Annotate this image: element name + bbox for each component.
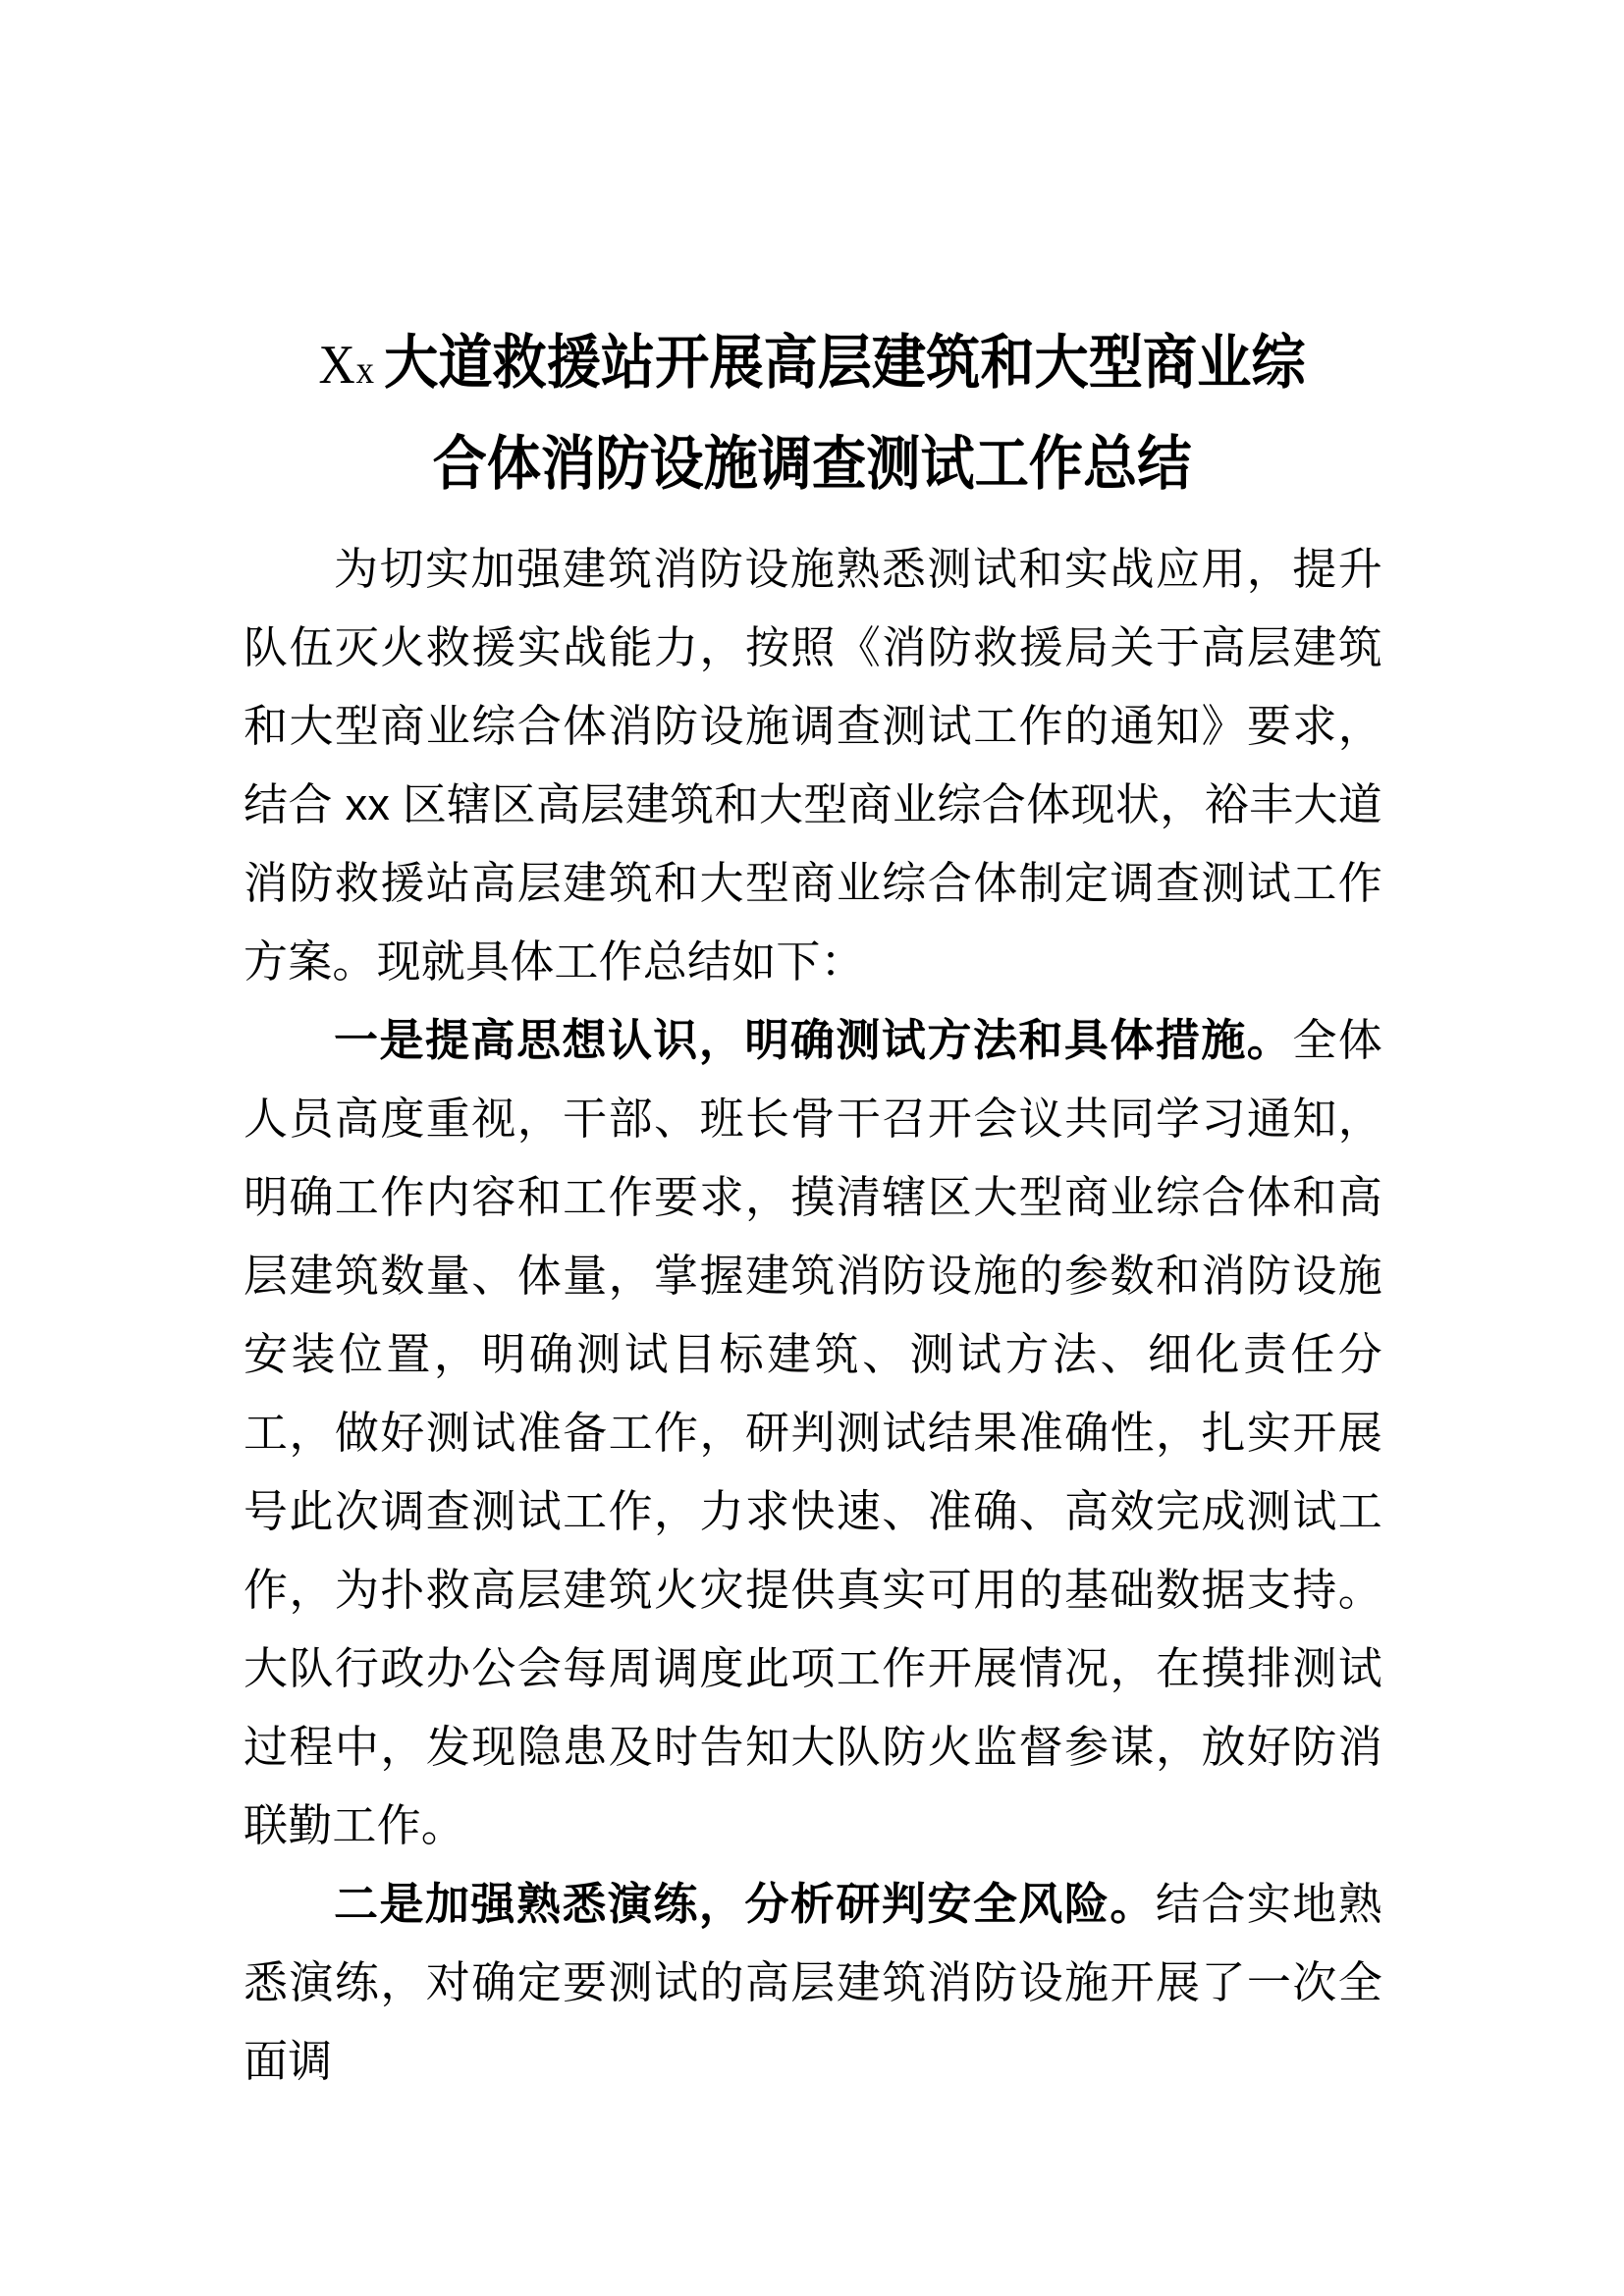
title-line-2: 合体消防设施调查测试工作总结	[432, 431, 1192, 498]
paragraph-section-two	[244, 1865, 1382, 2101]
paragraph-section-one	[244, 1001, 1382, 1865]
title-line-1-text: 大道救援站开展高层建筑和大型商业综	[384, 330, 1306, 397]
page-title	[273, 316, 1351, 511]
paragraph-section-one-lead: 一是提高思想认识，明确测试方法和具体措施。	[334, 1015, 1293, 1065]
paragraph-section-one-text: 全体人员高度重视，干部、班长骨干召开会议共同学习通知，明确工作内容和工作要求，摸清辖区大型商业综合体和高层建筑数量、体量，掌握建筑消防设施的参数和消防设施安装位置，明确测试目标建筑、测试方法、细化责任分工，做好测试准备工作，研判测试结果准确性，扎实开展号此次调查测试工作，力求快速、准确、高效完成测试工作，为扑救高层建筑火灾提供真实可用的基础数据支持。大队行政办公会每周调度此项工作开展情况，在摸排测试过程中，发现隐患及时告知大队防火监督参谋，放好防消联勤工作。	[244, 1015, 1383, 1850]
paragraph-section-two-lead: 二是加强熟悉演练，分析研判安全风险。	[334, 1879, 1156, 1929]
paragraph-intro-text: 为切实加强建筑消防设施熟悉测试和实战应用，提升队伍灭火救援实战能力，按照《消防救援局关于高层建筑和大型商业综合体消防设施调查测试工作的通知》要求，结合 xx 区辖区高层建筑和大型商业综合体现状，裕丰大道消防救援站高层建筑和大型商业综合体制定调查测试工作方案。现就具体工作总结如下：	[244, 544, 1382, 987]
document-body	[244, 530, 1382, 2101]
paragraph-intro	[244, 530, 1382, 1001]
title-latin-prefix: Xx	[318, 335, 375, 397]
paragraph-section-two-text: 结合实地熟悉演练，对确定要测试的高层建筑消防设施开展了一次全面调	[244, 1879, 1382, 2086]
title-line-1	[273, 316, 1351, 417]
